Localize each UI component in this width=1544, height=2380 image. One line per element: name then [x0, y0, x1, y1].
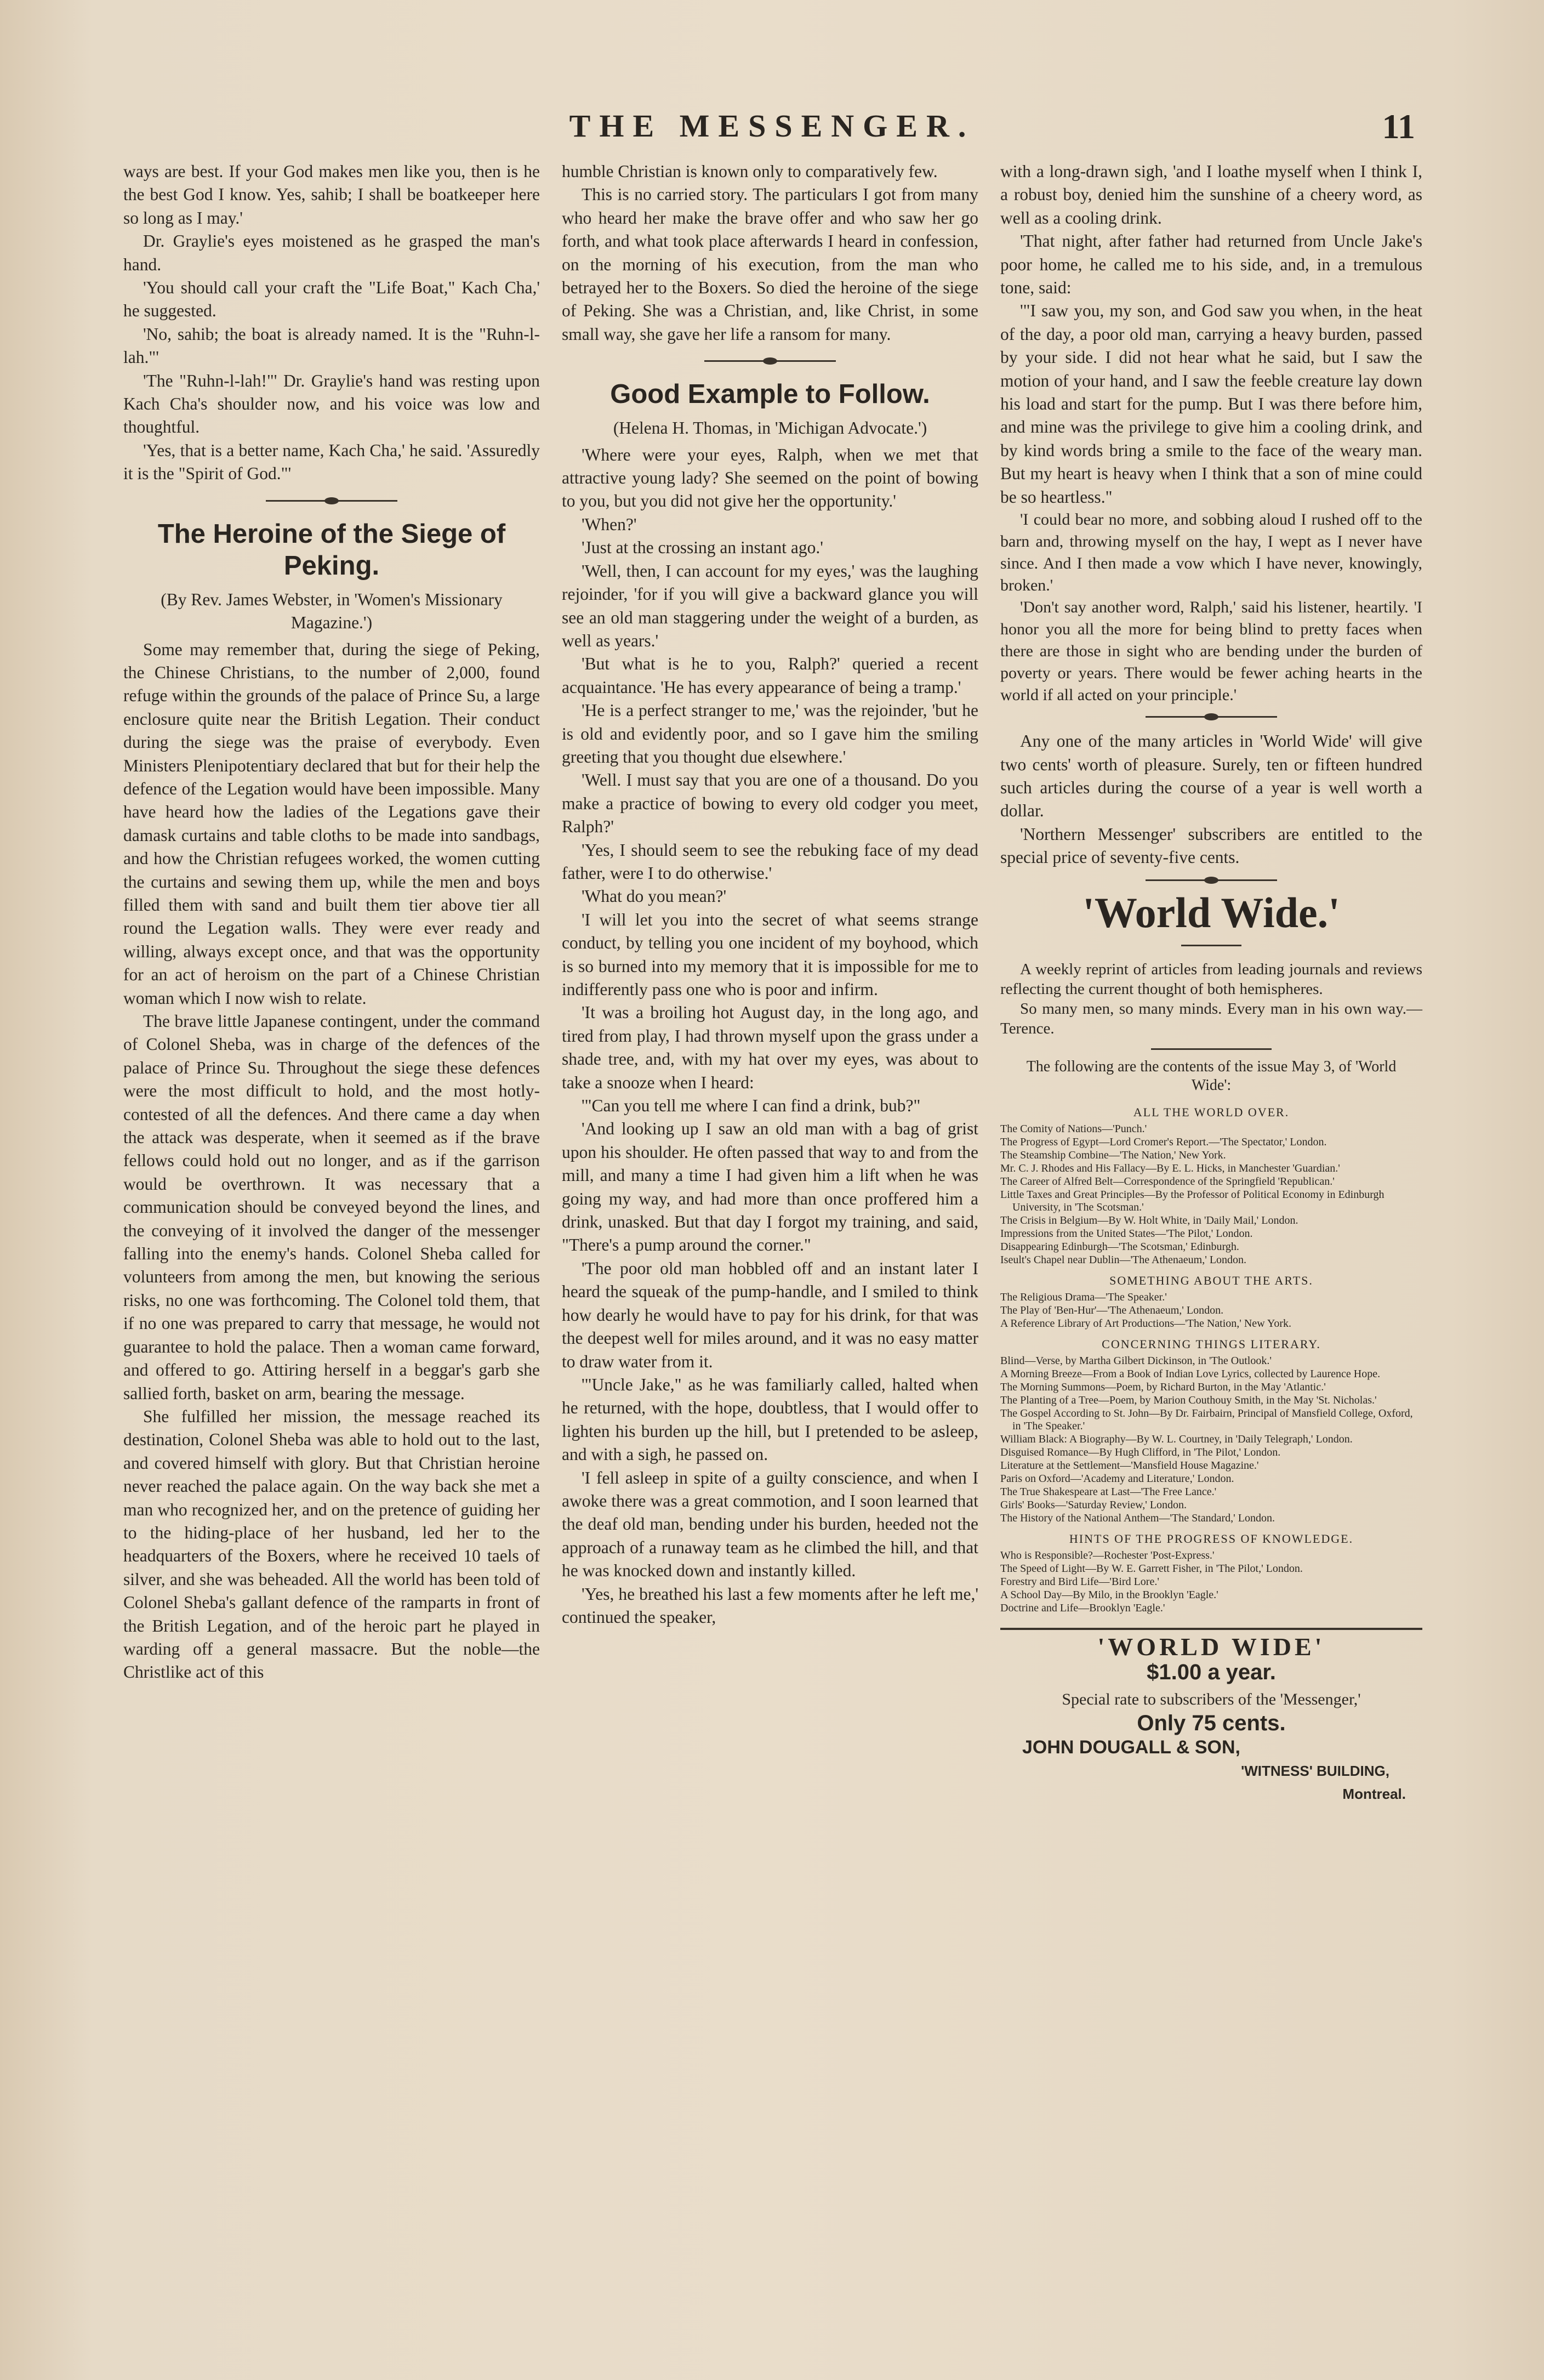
toc-item: The Career of Alfred Belt—Correspondence of the Springfield 'Republican.' — [1000, 1175, 1335, 1188]
toc-item: Paris on Oxford—'Academy and Literature,' London. — [1000, 1472, 1234, 1485]
toc-item: The True Shakespeare at Last—'The Free Lance.' — [1000, 1485, 1217, 1498]
toc-item: The Speed of Light—By W. E. Garrett Fisher, in 'The Pilot,' London. — [1000, 1562, 1303, 1575]
toc-item: Disappearing Edinburgh—'The Scotsman,' Edinburgh. — [1000, 1240, 1239, 1253]
paragraph: 'Yes, he breathed his last a few moments after he left me,' continued the speaker, — [562, 1584, 978, 1627]
paragraph: '"Can you tell me where I can find a drink, bub?" — [582, 1096, 921, 1116]
section-divider — [266, 500, 397, 502]
paragraph: 'Yes, I should seem to see the rebuking face of my dead father, were I to do otherwise.' — [562, 840, 978, 883]
toc-item: The Morning Summons—Poem, by Richard Burton, in the May 'Atlantic.' — [1000, 1381, 1326, 1393]
ad-title: 'WORLD WIDE' — [1097, 1632, 1325, 1661]
paragraph: 'Well, then, I can account for my eyes,' was the laughing rejoinder, 'for if you will give a backward glance you will see an old man staggering under the weight of a burden, as well as years.' — [562, 561, 978, 650]
toc-item: Impressions from the United States—'The Pilot,' London. — [1000, 1227, 1253, 1240]
paragraph: She fulfilled her mission, the message reached its destination, Colonel Sheba was able to hold out to the last, and covered himself with glory. But that Christian heroine never reached the palace again. On the way back she met a man who recognized her, and on the pretence of guiding her to the hiding-place of her husband, led her to the headquarters of the Boxers, where he received 10 taels of silver, and she was beheaded. All the world has been told of Colonel Sheba's gallant defence of the ramparts in front of the British Legation, and of the heroic part he played in warding off a general massacre. But the noble—the Christlike act of this — [123, 1406, 540, 1682]
paragraph: 'What do you mean?' — [582, 887, 727, 906]
toc-item: The Gospel According to St. John—By Dr. Fairbairn, Principal of Mansfield College, Oxford, in 'The Speaker.' — [1000, 1407, 1413, 1432]
toc-item: The Steamship Combine—'The Nation,' New York. — [1000, 1149, 1226, 1161]
paragraph: 'He is a perfect stranger to me,' was the rejoinder, 'but he is old and evidently poor, and so I gave him the smiling greeting that you thought due elsewhere.' — [562, 701, 978, 766]
paragraph: 'You should call your craft the "Life Boat," Kach Cha,' he suggested. — [123, 278, 540, 321]
paragraph: humble Christian is known only to comparatively few. — [562, 162, 938, 181]
section-divider — [1146, 716, 1277, 718]
toc-section-heading: HINTS OF THE PROGRESS OF KNOWLEDGE. — [1069, 1531, 1354, 1546]
paragraph: 'I will let you into the secret of what seems strange conduct, by telling you one incident of my boyhood, which is so burned into my memory that it is impossible for me to indifferently pass one who is poor and infirm. — [562, 910, 978, 999]
example-headline: Good Example to Follow. — [610, 379, 930, 410]
paragraph: 'I fell asleep in spite of a guilty conscience, and when I awoke there was a great commotion, and I soon learned that the deaf old man, bending under his burden, heeded not the approach of a runaway team as he climbed the hill, and that he was knocked down and instantly killed. — [562, 1468, 978, 1581]
ad-price: $1.00 a year. — [1147, 1660, 1276, 1684]
toc-item: The Comity of Nations—'Punch.' — [1000, 1122, 1147, 1135]
toc-item: Doctrine and Life—Brooklyn 'Eagle.' — [1000, 1601, 1165, 1614]
world-wide-headline: 'World Wide.' — [1082, 888, 1340, 936]
section-divider — [1146, 879, 1277, 881]
ad-offer: Only 75 cents. — [1137, 1711, 1286, 1735]
promo-paragraph: 'Northern Messenger' subscribers are entitled to the special price of seventy-five cents. — [1000, 824, 1422, 867]
masthead — [0, 104, 1544, 154]
contents-intro: The following are the contents of the issue May 3, of 'World Wide': — [1026, 1058, 1397, 1094]
subscription-advertisement — [1000, 1628, 1422, 1806]
ad-special-rate: Special rate to subscribers of the 'Messenger,' — [1062, 1690, 1361, 1709]
masthead-title: THE MESSENGER. — [569, 108, 975, 144]
paragraph: 'Just at the crossing an instant ago.' — [582, 538, 823, 558]
toc-item: The History of the National Anthem—'The Standard,' London. — [1000, 1512, 1275, 1524]
paragraph: Dr. Graylie's eyes moistened as he grasped the man's hand. — [123, 231, 540, 274]
headline-underline — [1181, 945, 1241, 946]
paragraph: 'But what is he to you, Ralph?' queried a recent acquaintance. 'He has every appearance of being a tramp.' — [562, 654, 978, 697]
toc-item: Disguised Romance—By Hugh Clifford, in 'The Pilot,' London. — [1000, 1446, 1281, 1458]
paragraph: with a long-drawn sigh, 'and I loathe myself when I think I, a robust boy, denied him the sunshine of a cheery word, as well as a cooling drink. — [1000, 162, 1422, 228]
column-3 — [1000, 160, 1422, 1805]
promo-paragraph: Any one of the many articles in 'World Wide' will give two cents' worth of pleasure. Surely, ten or fifteen hundred such articles during the course of a year is well worth a dollar. — [1000, 731, 1422, 821]
paragraph: '"I saw you, my son, and God saw you when, in the heat of the day, a poor old man, carrying a heavy burden, passed by your side. I did not hear what he said, but I saw the motion of your hand, and I saw the feeble creature lay down his load and start for the pump. But I was there before him, and mine was the privilege to give him a cooling drink, and by kind words bring a smile to the face of the weary man. But my heart is heavy when I think that a son of mine could be so heartless." — [1000, 301, 1422, 507]
column-1 — [123, 160, 540, 1684]
toc-item: Blind—Verse, by Martha Gilbert Dickinson, in 'The Outlook.' — [1000, 1354, 1272, 1367]
paragraph: The brave little Japanese contingent, under the command of Colonel Sheba, was in charge of the defences of the palace of Prince Su. Throughout the siege these defences were the most difficult to hold, and the most hotly-contested of all the defences. And there came a day when the attack was desperate, when it seemed as if the brave fellows could hold out no longer, and as if the garrison would be overthrown. It was necessary that a communication should be conveyed beyond the lines, and the conveying of it involved the danger of the messenger falling into the enemy's hands. Colonel Sheba called for volunteers from among the men, but knowing the serious risks, no one was forthcoming. The Colonel told them, that if no one was prepared to carry that message, he would not guarantee to hold the palace. Then a woman came forward, and offered to go. Attiring herself in a beggar's garb she sallied forth, basket on arm, bearing the message. — [123, 1012, 540, 1403]
paragraph: Some may remember that, during the siege of Peking, the Chinese Christians, to the number of 2,000, found refuge within the grounds of the palace of Prince Su, a large enclosure quite near the British Legation. Their conduct during the siege was the praise of everybody. Even Ministers Plenipotentiary declared that but for their help the defence of the Legation would have been impossible. Many have heard how the ladies of the Legations gave their damask curtains and table cloths to be made into sandbags, and how the Christian refugees worked, the women cutting the curtains and sewing them up, while the men and boys filled them with sand and built them tier above tier all round the Legation walls. They were ever ready and willing, always except once, and that was the opportunity for an act of heroism on the part of a Chinese Christian woman which I now wish to relate. — [123, 639, 540, 1008]
toc-item: A Reference Library of Art Productions—'The Nation,' New York. — [1000, 1317, 1291, 1330]
toc-item: The Crisis in Belgium—By W. Holt White, in 'Daily Mail,' London. — [1000, 1214, 1298, 1226]
ad-company: JOHN DOUGALL & SON, — [1022, 1737, 1240, 1758]
paragraph: This is no carried story. The particulars I got from many who heard her make the brave offer and who saw her go forth, and what took place afterwards I heard in confession, on the morning of his execution, from the man who betrayed her to the Boxers. So died the heroine of the siege of Peking. She was a Christian, and, like Christ, in some small way, she gave her life a ransom for many. — [562, 185, 978, 344]
toc-item: William Black: A Biography—By W. L. Courtney, in 'Daily Telegraph,' London. — [1000, 1433, 1353, 1445]
example-byline: (Helena H. Thomas, in 'Michigan Advocate.') — [613, 418, 927, 438]
heroine-byline: (By Rev. James Webster, in 'Women's Missionary Magazine.') — [161, 589, 503, 633]
ad-city: Montreal. — [1342, 1785, 1406, 1802]
section-divider — [704, 360, 836, 362]
paragraph: 'Where were your eyes, Ralph, when we met that attractive young lady? She seemed on the point of bowing to you, but you did not give her the opportunity.' — [562, 445, 978, 511]
contents-list — [1000, 1106, 1422, 1615]
toc-item: Little Taxes and Great Principles—By the Professor of Political Economy in Edinburgh University, in 'The Scotsman.' — [1000, 1188, 1385, 1213]
heroine-headline: The Heroine of the Siege of Peking. — [157, 519, 506, 581]
paragraph: 'The "Ruhn-l-lah!"' Dr. Graylie's hand was resting upon Kach Cha's shoulder now, and his voice was low and thoughtful. — [123, 371, 540, 437]
paragraph: 'That night, after father had returned from Uncle Jake's poor home, he called me to his side, and, in a tremulous tone, said: — [1000, 231, 1422, 298]
toc-item: Forestry and Bird Life—'Bird Lore.' — [1000, 1575, 1159, 1588]
paragraph: 'And looking up I saw an old man with a bag of grist upon his shoulder. He often passed that way to and from the mill, and many a time I had given him a lift when he was going my way, and had more than once proffered him a drink, unasked. But that day I forgot my training, and said, "There's a pump around the corner." — [562, 1119, 978, 1255]
world-wide-intro: A weekly reprint of articles from leading journals and reviews reflecting the current thought of both hemispheres. — [1000, 960, 1422, 998]
paragraph: 'It was a broiling hot August day, in the long ago, and tired from play, I had thrown myself upon the grass under a shade tree, and, with my hat over my eyes, was about to take a snooze when I heard: — [562, 1003, 978, 1092]
toc-item: Mr. C. J. Rhodes and His Fallacy—By E. L. Hicks, in Manchester 'Guardian.' — [1000, 1162, 1340, 1174]
page-number: 11 — [1382, 107, 1415, 146]
toc-section-heading: CONCERNING THINGS LITERARY. — [1102, 1337, 1321, 1351]
divider — [1151, 1048, 1272, 1050]
paragraph: 'No, sahib; the boat is already named. It is the "Ruhn-l-lah."' — [123, 324, 540, 367]
paragraph: 'Yes, that is a better name, Kach Cha,' he said. 'Assuredly it is the "Spirit of God."' — [123, 440, 540, 484]
paragraph: 'The poor old man hobbled off and an instant later I heard the squeak of the pump-handle, and I smiled to think how dearly he would have to pay for his drink, for that was the deepest well for miles around, and it was no easy matter to draw water from it. — [562, 1258, 978, 1371]
toc-item: The Religious Drama—'The Speaker.' — [1000, 1291, 1167, 1303]
paragraph: 'Don't say another word, Ralph,' said his listener, heartily. 'I honor you all the more for being blind to pretty faces when there are those in sight who are bending under the burden of poverty or years. There would be fewer aching hearts in the world if all acted on your principle.' — [1000, 598, 1422, 705]
toc-item: A School Day—By Milo, in the Brooklyn 'Eagle.' — [1000, 1588, 1218, 1601]
toc-item: A Morning Breeze—From a Book of Indian Love Lyrics, collected by Laurence Hope. — [1000, 1367, 1381, 1380]
paragraph: 'Well. I must say that you are one of a thousand. Do you make a practice of bowing to every old codger you meet, Ralph?' — [562, 770, 978, 837]
column-2 — [562, 160, 978, 1629]
paragraph: 'I could bear no more, and sobbing aloud I rushed off to the barn and, throwing myself on the hay, I wept as I never have since. And I then made a vow which I have never, knowingly, broken.' — [1000, 510, 1422, 595]
paragraph: ways are best. If your God makes men like you, then is he the best God I know. Yes, sahib; I shall be boatkeeper here so long as I may.' — [123, 162, 540, 228]
toc-item: The Planting of a Tree—Poem, by Marion Couthouy Smith, in the May 'St. Nicholas.' — [1000, 1394, 1377, 1406]
toc-item: Literature at the Settlement—'Mansfield House Magazine.' — [1000, 1459, 1259, 1472]
toc-item: Iseult's Chapel near Dublin—'The Athenaeum,' London. — [1000, 1253, 1247, 1266]
toc-item: Girls' Books—'Saturday Review,' London. — [1000, 1498, 1187, 1511]
toc-section-heading: SOMETHING ABOUT THE ARTS. — [1109, 1273, 1313, 1287]
ad-building: 'WITNESS' BUILDING, — [1241, 1762, 1389, 1779]
toc-item: Who is Responsible?—Rochester 'Post-Express.' — [1000, 1549, 1215, 1561]
toc-section-heading: ALL THE WORLD OVER. — [1133, 1105, 1290, 1119]
toc-item: The Progress of Egypt—Lord Cromer's Report.—'The Spectator,' London. — [1000, 1135, 1327, 1148]
world-wide-quote: So many men, so many minds. Every man in his own way.—Terence. — [1000, 999, 1422, 1037]
paragraph: 'When?' — [582, 514, 637, 534]
paragraph: '"Uncle Jake," as he was familiarly called, halted when he returned, with the hope, doubtless, that I would offer to lighten his burden up the hill, but I pretended to be asleep, and with a sigh, he passed on. — [562, 1374, 978, 1464]
toc-item: The Play of 'Ben-Hur'—'The Athenaeum,' London. — [1000, 1304, 1224, 1316]
